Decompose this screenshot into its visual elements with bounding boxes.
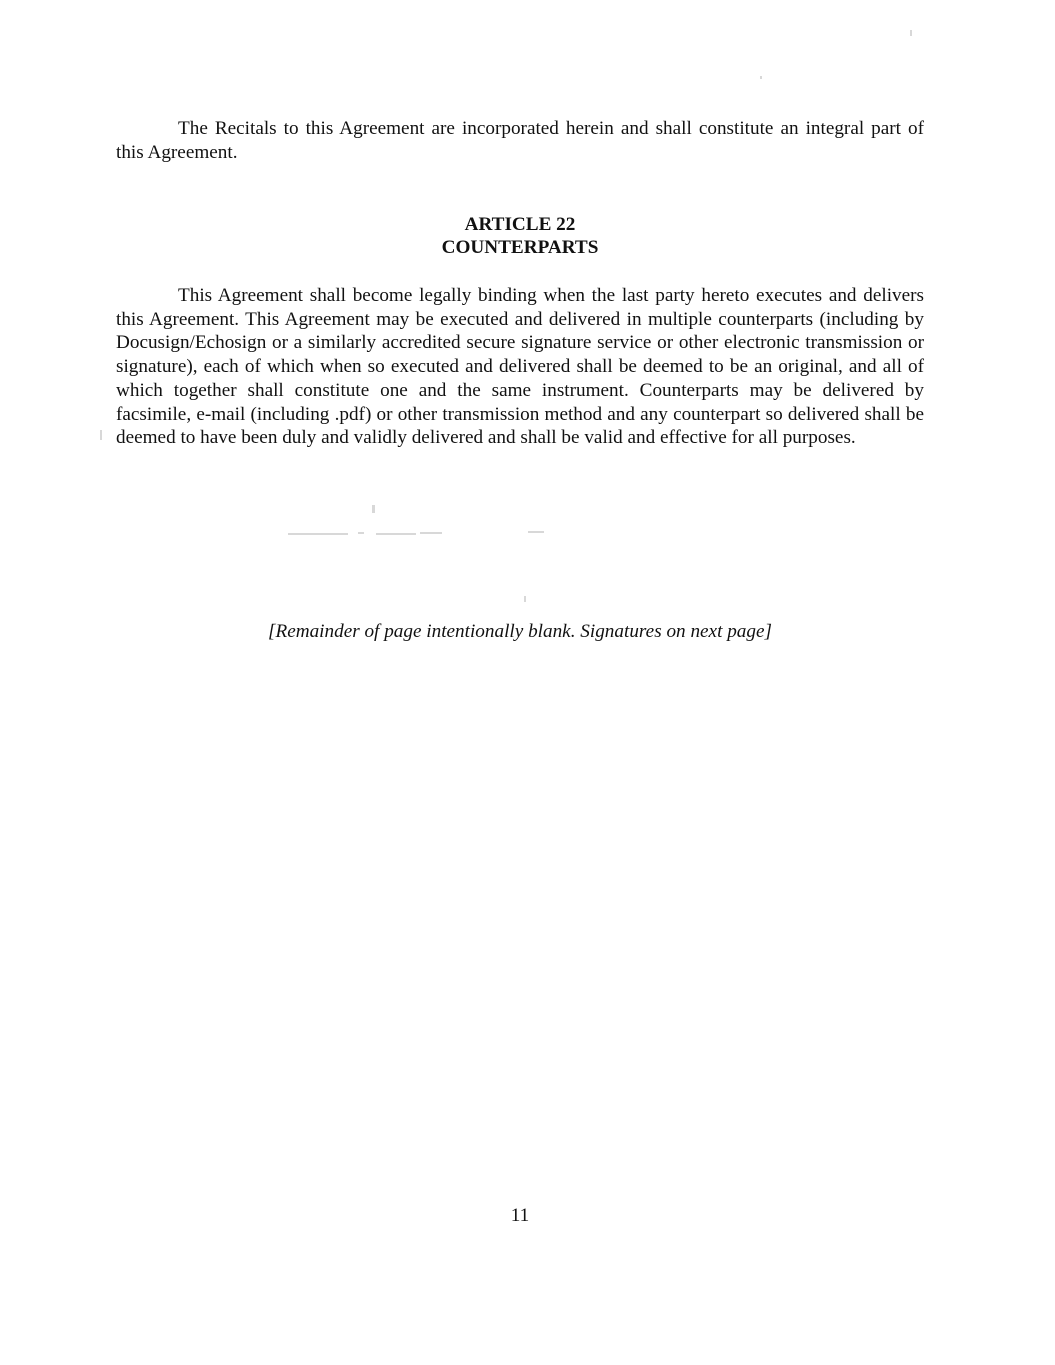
scan-speck [358,532,364,534]
scan-speck [420,532,442,534]
article-title-heading: COUNTERPARTS [441,237,599,258]
scan-speck [760,76,762,79]
scan-speck [372,505,375,513]
article-number-heading: ARTICLE 22 [464,214,576,235]
recitals-text: The Recitals to this Agreement are incorporated herein and shall constitute an integral part of this Agreement. [116,118,924,163]
scan-speck [528,531,544,533]
scan-speck [910,30,912,36]
scan-speck [288,533,348,535]
scan-speck [376,533,416,535]
page-number: 11 [510,1205,530,1226]
scan-speck [524,596,526,602]
counterparts-text: This Agreement shall become legally binding when the last party hereto executes and delivers this Agreement. This Agreement may be executed and delivered in multiple counterparts (including by Docusign/Echosign or a similarly accredited secure signature service or other electronic transmission or signature), each of which when so executed and delivered shall be deemed to be an original, and all of which together shall constitute one and the same instrument. Counterparts may be delivered by facsimile, e-mail (including .pdf) or other transmission method and any counterpart so delivered shall be deemed to have been duly and validly delivered and shall be valid and effective for all purposes. [116,285,924,449]
scan-speck [100,430,102,440]
remainder-note: [Remainder of page intentionally blank. Signatures on next page] [268,621,772,642]
